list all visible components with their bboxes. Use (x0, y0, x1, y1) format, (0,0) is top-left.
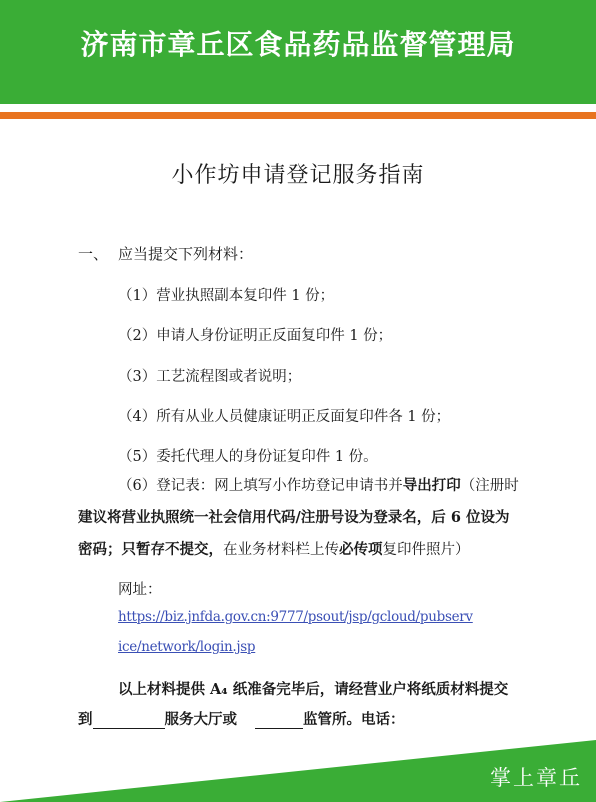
website-link-line2[interactable]: ice/network/login.jsp (118, 639, 256, 655)
website-link-line1[interactable]: https://biz.jnfda.gov.cn:9777/psout/jsp/gcloud/pubserv (118, 609, 473, 625)
section-heading (78, 243, 253, 264)
header-divider-white (0, 104, 596, 112)
item6-text: （6）登记表：网上填写小作坊登记申请书并 (118, 478, 403, 494)
item6-upload-text: 在业务材料栏上传 (223, 542, 339, 558)
blank-service-hall (93, 713, 165, 729)
material-item-3: （3）工艺流程图或者说明； (118, 369, 302, 385)
item6-emphasis-export: 导出打印 (402, 477, 461, 494)
material-item-1: （1）营业执照副本复印件 1 份； (118, 288, 335, 304)
material-item-6-line1 (118, 470, 588, 502)
footer-brand: 掌上章丘 (490, 766, 582, 790)
material-item-4: （4）所有从业人员健康证明正反面复印件各 1 份； (118, 409, 451, 425)
website-label: 网址： (118, 582, 162, 598)
item6-required-item: 必传项 (339, 541, 383, 558)
item6-password-note: 密码；只暂存不提交， (78, 541, 223, 558)
closing-instruction: 以上材料提供 A₄ 纸准备完毕后，请经营业户将纸质材料提交 (118, 681, 509, 698)
header-divider-orange (0, 112, 596, 119)
section-heading-text: 应当提交下列材料： (118, 245, 254, 263)
material-item-2: （2）申请人身份证明正反面复印件 1 份； (118, 328, 393, 344)
contact-office-phone: 监管所。电话： (303, 711, 405, 728)
document-title: 小作坊申请登记服务指南 (171, 163, 425, 188)
material-item-6-line2 (78, 502, 548, 534)
item6-note-open: （注册时 (460, 478, 519, 494)
section-number: 一、 (78, 245, 109, 263)
item6-photo-text: 复印件照片） (382, 542, 470, 558)
item6-login-note: 建议将营业执照统一社会信用代码/注册号设为登录名，后 6 位设为 (78, 509, 510, 526)
material-item-5: （5）委托代理人的身份证复印件 1 份。 (118, 449, 378, 465)
contact-line (78, 708, 405, 729)
header-banner (0, 0, 596, 104)
contact-service-hall: 服务大厅或 (164, 711, 237, 728)
contact-to: 到 (78, 711, 93, 728)
material-item-6-line3 (78, 534, 548, 566)
agency-title: 济南市章丘区食品药品监督管理局 (80, 28, 516, 61)
blank-supervision-office (255, 713, 303, 729)
